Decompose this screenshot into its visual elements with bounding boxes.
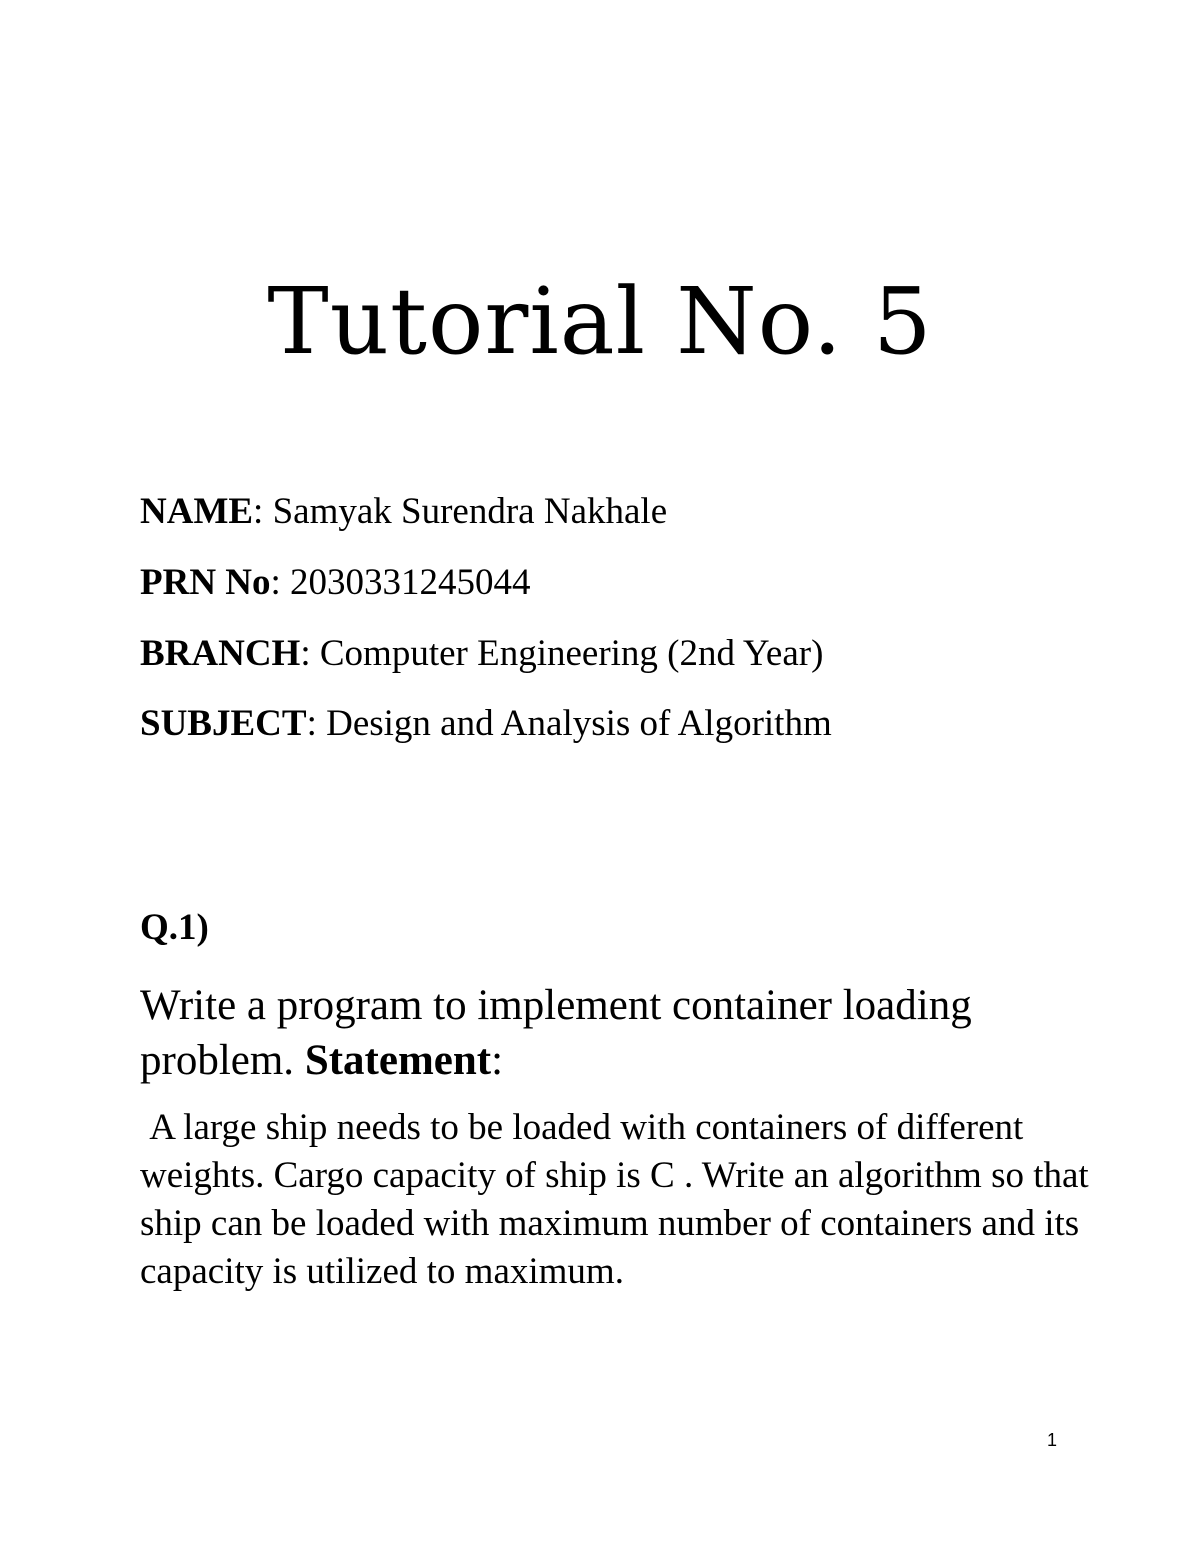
question-heading: Q.1): [140, 907, 209, 948]
branch-value: Computer Engineering (2nd Year): [319, 633, 824, 674]
statement-suffix: :: [491, 1037, 504, 1084]
prn-separator: :: [270, 562, 291, 603]
prn-line: [140, 561, 531, 605]
branch-line: [140, 632, 823, 676]
prn-label: PRN No: [140, 562, 271, 603]
prn-value: 2030331245044: [290, 562, 531, 603]
statement-body-text: A large ship needs to be loaded with containers of different weights. Cargo capacity of ship is C . Write an algorithm so that ship can be loaded with maximum number of containers and its capacity is utilized to maximum.: [140, 1107, 1089, 1292]
page-title: Tutorial No. 5: [267, 268, 933, 375]
name-separator: :: [253, 491, 273, 532]
branch-label: BRANCH: [140, 633, 301, 674]
subject-label: SUBJECT: [140, 703, 307, 744]
name-label: NAME: [140, 491, 254, 532]
subject-separator: :: [306, 703, 327, 744]
subject-line: [140, 702, 832, 746]
name-value: Samyak Surendra Nakhale: [272, 491, 668, 532]
name-line: [140, 490, 667, 534]
statement-label: Statement: [304, 1037, 492, 1084]
branch-separator: :: [300, 633, 320, 674]
page-number: 1: [1046, 1430, 1057, 1450]
statement-body: [140, 1104, 1100, 1296]
question-text: [140, 978, 1100, 1088]
question-prompt: Write a program to implement container loading problem.: [140, 982, 972, 1084]
subject-value: Design and Analysis of Algorithm: [326, 703, 832, 744]
